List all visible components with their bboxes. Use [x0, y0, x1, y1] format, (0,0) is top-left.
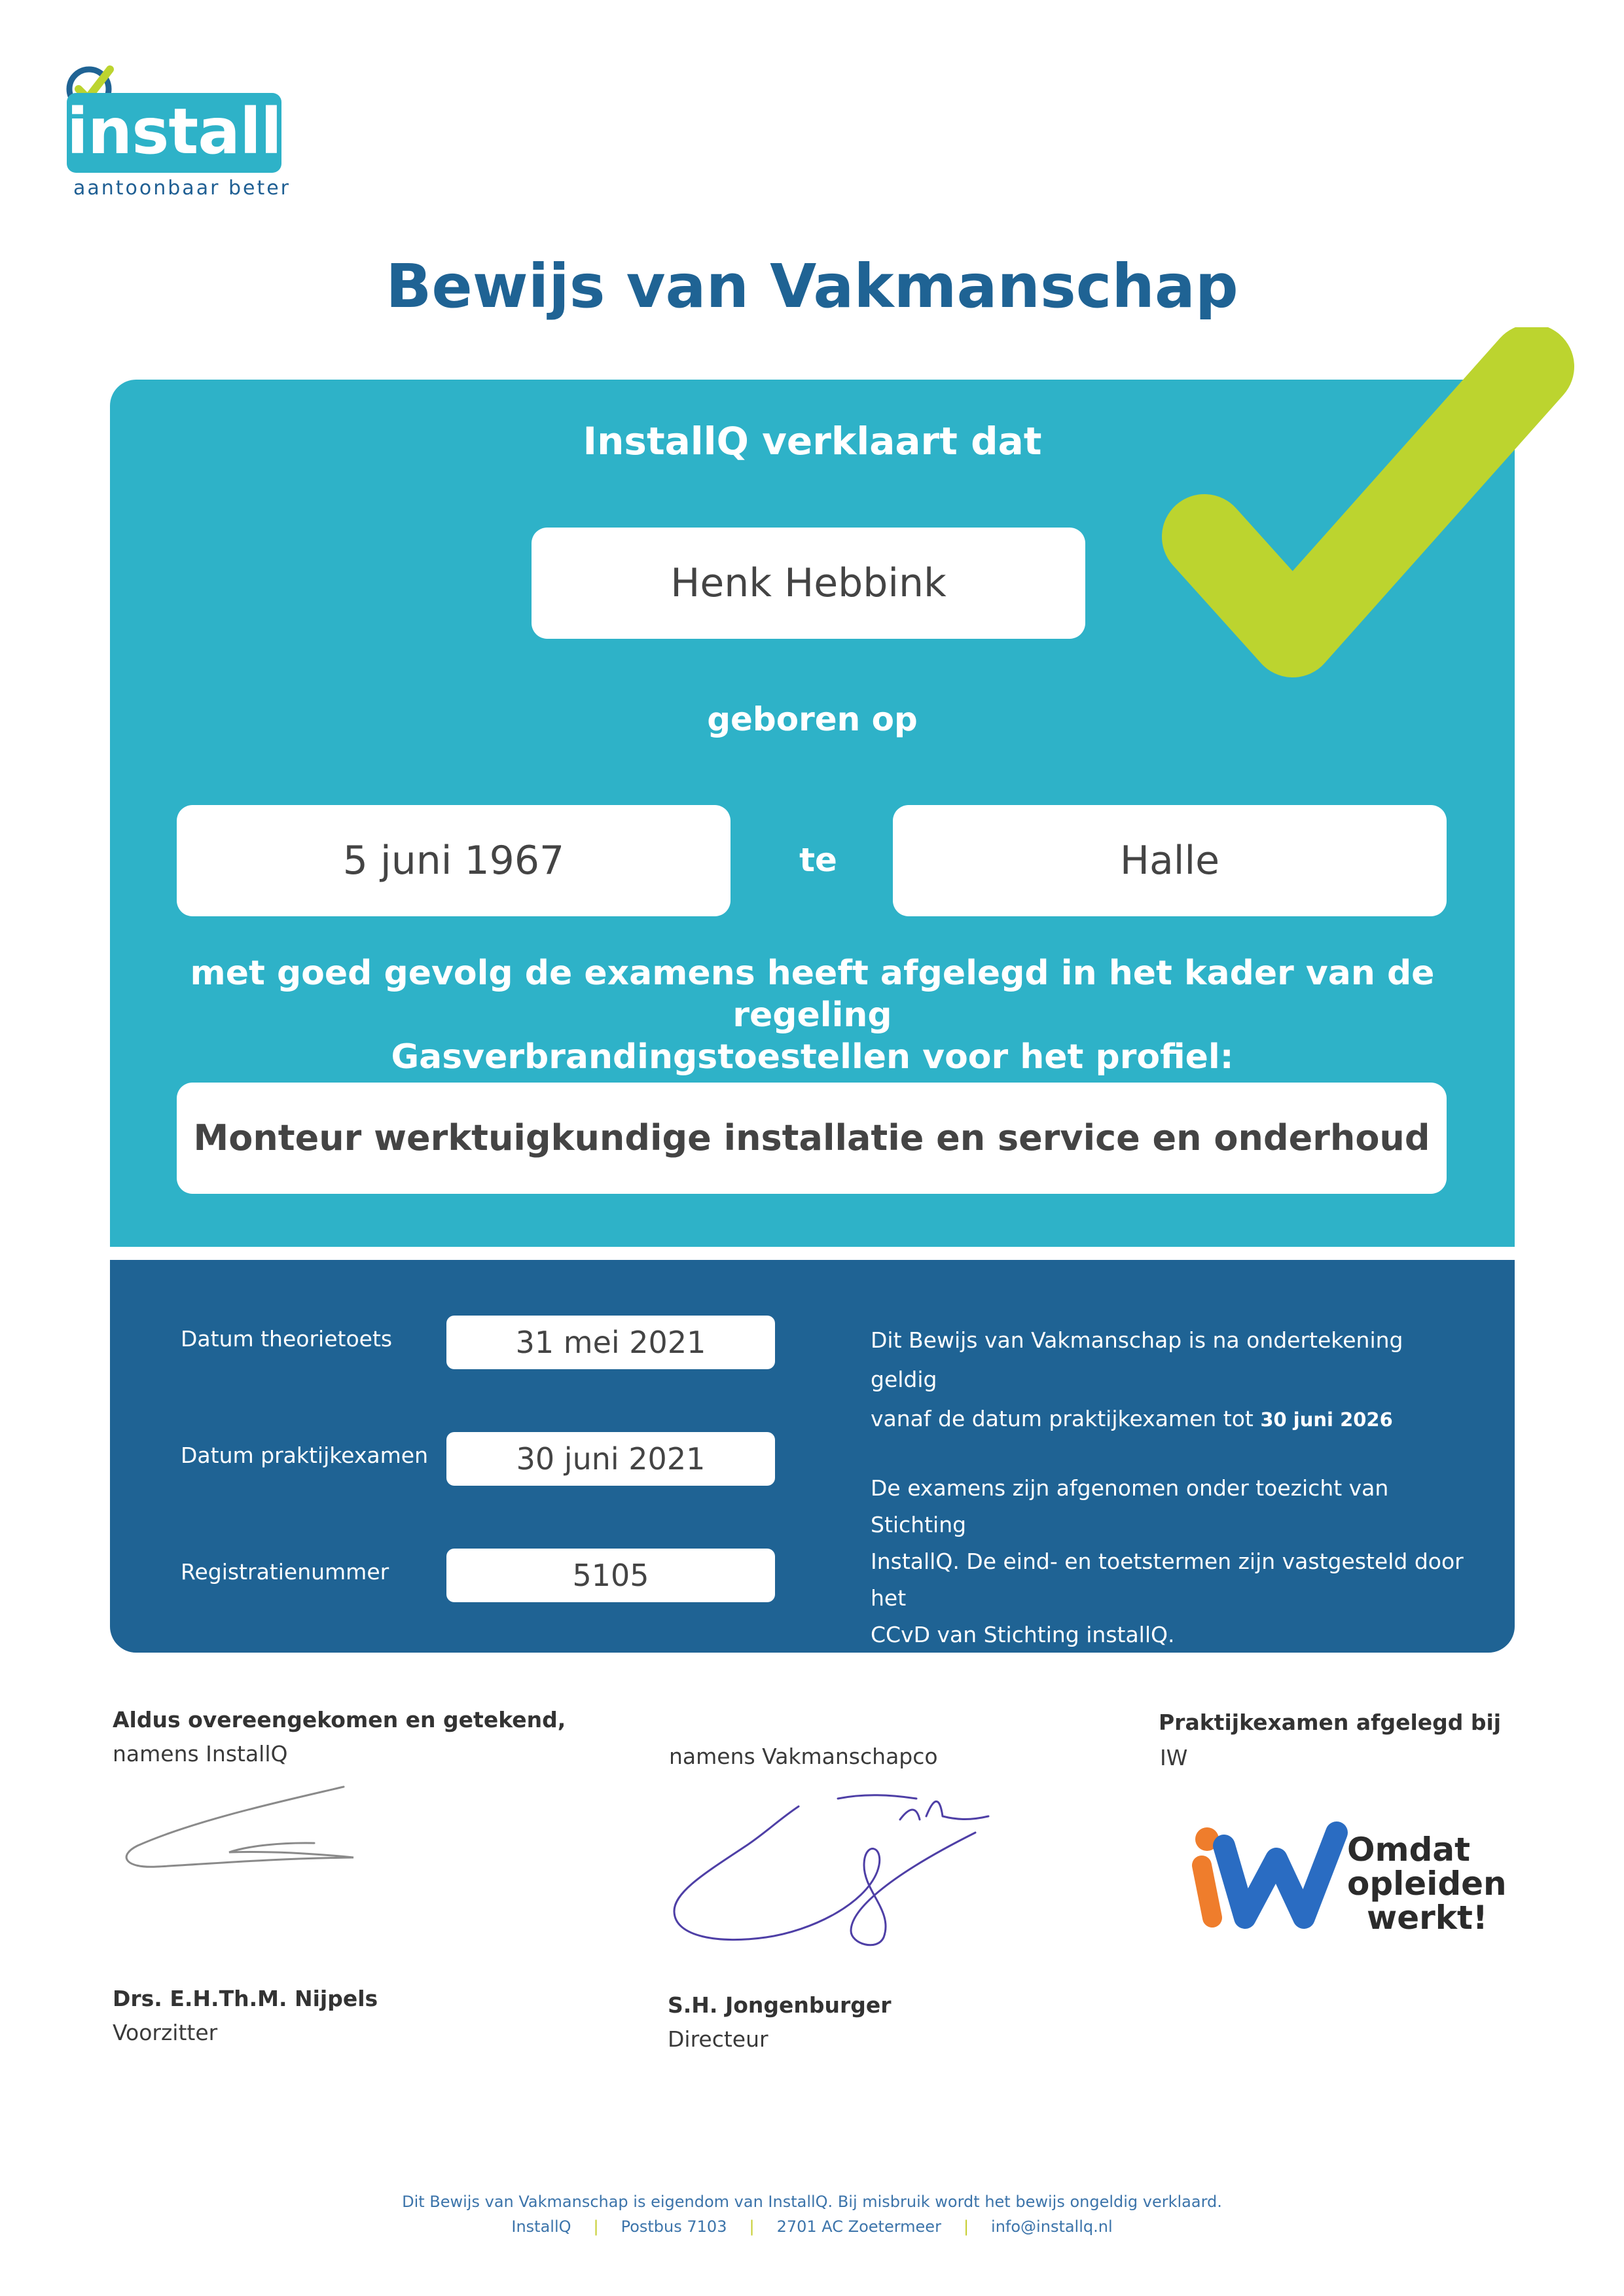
- practical-date-label: Datum praktijkexamen: [181, 1443, 429, 1468]
- logo-tagline: aantoonbaar beter: [73, 177, 291, 200]
- signer2-name: S.H. Jongenburger: [668, 1992, 892, 2018]
- footer-notice: Dit Bewijs van Vakmanschap is eigendom van InstallQ. Bij misbruik wordt het bewijs ongeldig verklaard.: [402, 2193, 1222, 2211]
- validity-date: 30 juni 2026: [1260, 1408, 1393, 1431]
- declaration-intro: InstallQ verklaart dat: [583, 419, 1042, 463]
- iw-logo-line-2: opleiden: [1347, 1865, 1507, 1903]
- exam-at-label: Praktijkexamen afgelegd bij: [1159, 1710, 1502, 1735]
- agreed-text: Aldus overeengekomen en getekend,: [113, 1707, 566, 1732]
- regulation-line-2: Gasverbrandingstoestellen voor het profiel:: [391, 1037, 1234, 1077]
- theory-date-value: 31 mei 2021: [446, 1316, 775, 1369]
- footer-city: 2701 AC Zoetermeer: [776, 2217, 941, 2236]
- practical-date-value: 30 juni 2021: [446, 1432, 775, 1486]
- signature-nijpels: [118, 1780, 380, 1885]
- supervision-line-2: InstallQ. De eind- en toetstermen zijn vastgesteld door het: [871, 1549, 1464, 1611]
- regulation-text: [110, 952, 1515, 1078]
- supervision-line-3: CCvD van Stichting installQ.: [871, 1622, 1175, 1647]
- logo-box: [67, 93, 334, 173]
- signer2-role: Directeur: [668, 2026, 768, 2052]
- iw-logo-text: [1347, 1833, 1507, 1935]
- holder-name: Henk Hebbink: [532, 528, 1085, 639]
- validity-line-2: [871, 1399, 1473, 1439]
- logo-word: installQ: [67, 95, 334, 168]
- supervision-text: [871, 1470, 1473, 1653]
- on-behalf-vakmanschapco: namens Vakmanschapco: [669, 1744, 938, 1769]
- footer-separator: |: [963, 2217, 969, 2236]
- regulation-line-1: met goed gevolg de examens heeft afgelegd in het kader van de regeling: [190, 954, 1435, 1035]
- at-label: te: [799, 841, 837, 879]
- supervision-line-1: De examens zijn afgenomen onder toezicht van Stichting: [871, 1475, 1389, 1537]
- profile-name: Monteur werktuigkundige installatie en service en onderhoud: [177, 1083, 1447, 1194]
- signer1-name: Drs. E.H.Th.M. Nijpels: [113, 1986, 378, 2011]
- footer-email[interactable]: info@installq.nl: [991, 2217, 1113, 2236]
- iw-logo-line-1: Omdat: [1347, 1831, 1471, 1869]
- registration-label: Registratienummer: [181, 1559, 389, 1585]
- registration-value: 5105: [446, 1549, 775, 1602]
- on-behalf-installq: namens InstallQ: [113, 1741, 288, 1767]
- validity-line-1: Dit Bewijs van Vakmanschap is na ondertekening geldig: [871, 1327, 1403, 1392]
- validity-text: [871, 1321, 1473, 1439]
- footer-separator: |: [749, 2217, 755, 2236]
- footer-org: InstallQ: [511, 2217, 571, 2236]
- signature-jongenburger: [668, 1780, 995, 1964]
- checkmark-icon: [1139, 327, 1597, 733]
- installq-logo: [63, 60, 334, 204]
- validity-line-2-text: vanaf de datum praktijkexamen tot: [871, 1406, 1254, 1431]
- signer1-role: Voorzitter: [113, 2020, 218, 2045]
- certificate-title: Bewijs van Vakmanschap: [386, 251, 1238, 321]
- iw-logo-line-3: werkt!: [1367, 1899, 1488, 1937]
- footer-separator: |: [593, 2217, 599, 2236]
- footer-contact: [0, 2217, 1624, 2236]
- birth-date: 5 juni 1967: [177, 805, 731, 916]
- footer-postbus: Postbus 7103: [621, 2217, 727, 2236]
- theory-date-label: Datum theorietoets: [181, 1326, 393, 1352]
- birth-place: Halle: [893, 805, 1447, 916]
- born-label: geboren op: [707, 700, 918, 738]
- exam-at-value: IW: [1160, 1745, 1188, 1770]
